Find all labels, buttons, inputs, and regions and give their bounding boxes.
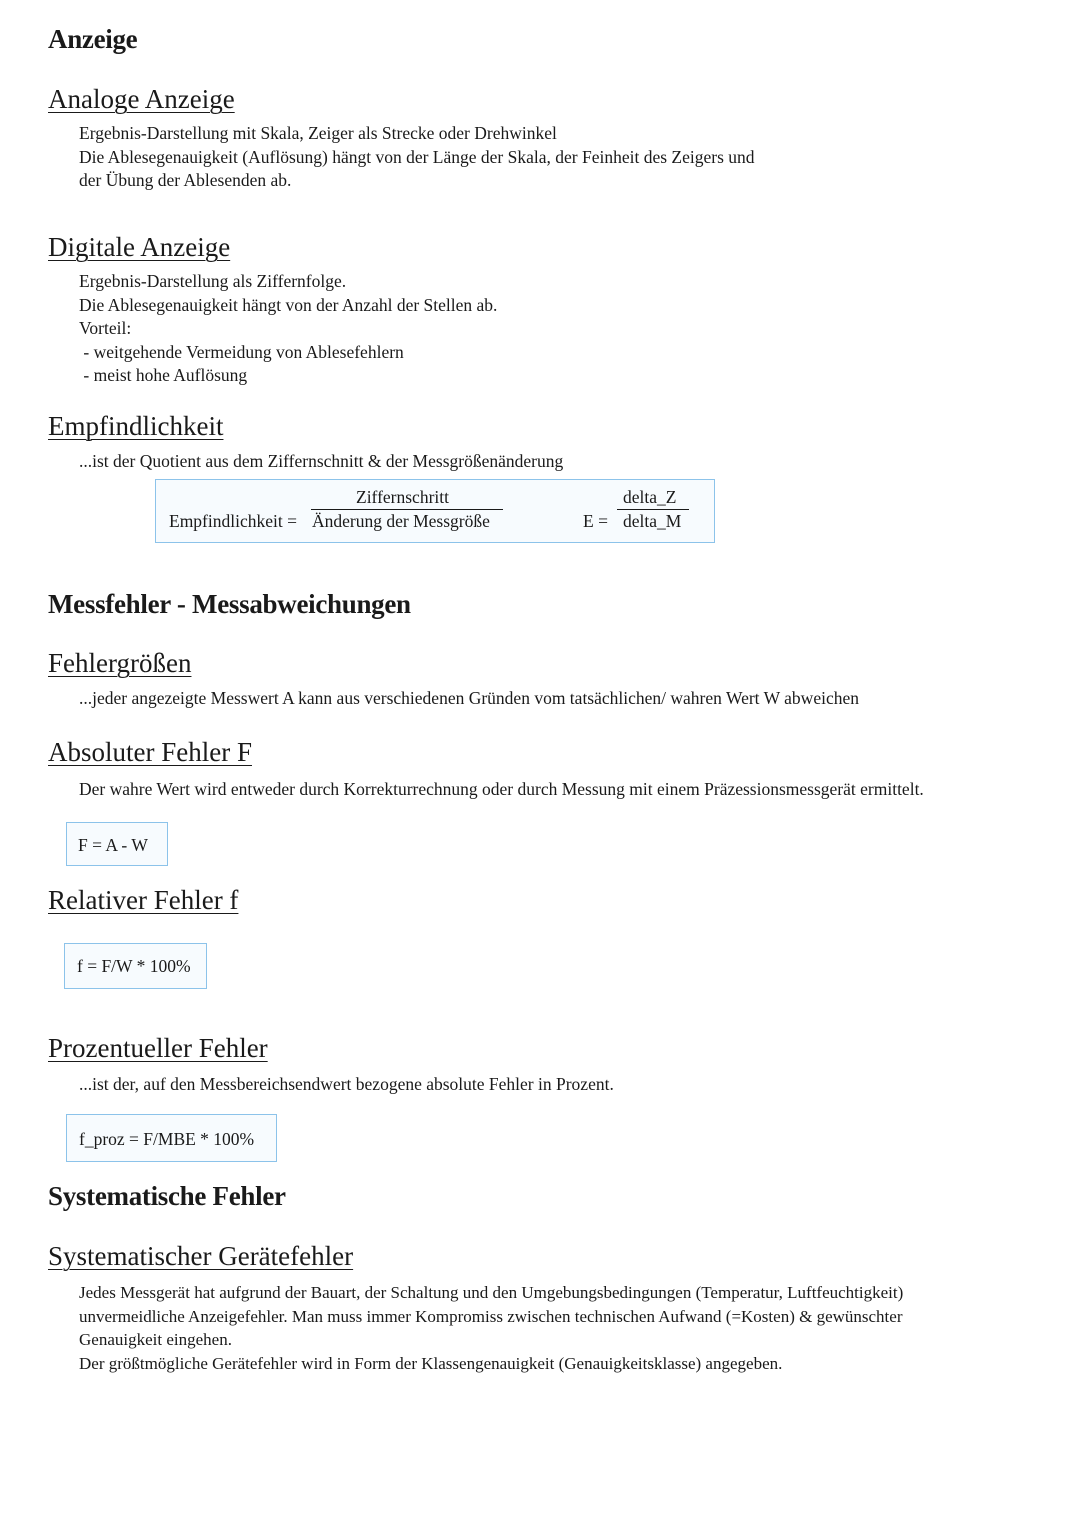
- analog-line: Ergebnis-Darstellung mit Skala, Zeiger als Strecke oder Drehwinkel: [79, 123, 557, 143]
- formula-short-numerator: delta_Z: [623, 487, 677, 507]
- relativ-formula: f = F/W * 100%: [77, 956, 191, 976]
- heading-digitale-anzeige: Digitale Anzeige: [48, 232, 231, 262]
- geraetefehler-line: unvermeidliche Anzeigefehler. Man muss immer Kompromiss zwischen technischen Aufwand (=Kosten) & gewünschter: [79, 1306, 903, 1326]
- empfindlichkeit-formula-box: [155, 479, 715, 543]
- heading-absoluter-fehler: Absoluter Fehler F: [48, 737, 252, 767]
- section-title-anzeige: Anzeige: [48, 24, 138, 54]
- digital-line: - weitgehende Vermeidung von Ablesefehlern: [79, 341, 404, 362]
- geraetefehler-text: [79, 1281, 903, 1375]
- heading-systematischer-geraetefehler: Systematischer Gerätefehler: [48, 1241, 354, 1271]
- fehlergroessen-text: ...jeder angezeigte Messwert A kann aus verschiedenen Gründen vom tatsächlichen/ wahren Wert W abweichen: [79, 688, 859, 708]
- fraction-line-short: [617, 509, 689, 510]
- heading-relativer-fehler: Relativer Fehler f: [48, 885, 239, 915]
- prozentuell-formula: f_proz = F/MBE * 100%: [79, 1129, 255, 1149]
- analog-line: der Übung der Ablesenden ab.: [79, 170, 292, 190]
- formula-short-denominator: delta_M: [623, 511, 682, 531]
- section-title-messfehler: Messfehler - Messabweichungen: [48, 589, 411, 619]
- fraction-line: [311, 509, 503, 510]
- formula-short-label: E =: [583, 511, 608, 531]
- analog-line: Die Ablesegenauigkeit (Auflösung) hängt von der Länge der Skala, der Feinheit des Zeigers und: [79, 146, 755, 167]
- heading-empfindlichkeit: Empfindlichkeit: [48, 411, 224, 441]
- geraetefehler-line: Genauigkeit eingehen.: [79, 1330, 232, 1349]
- absolut-text: Der wahre Wert wird entweder durch Korrekturrechnung oder durch Messung mit einem Präzessionsmessgerät ermittelt.: [79, 779, 924, 799]
- heading-prozentueller-fehler: Prozentueller Fehler: [48, 1033, 268, 1063]
- empfindlichkeit-text: ...ist der Quotient aus dem Ziffernschnitt & der Messgrößenänderung: [79, 451, 564, 471]
- heading-analoge-anzeige: Analoge Anzeige: [48, 84, 235, 114]
- geraetefehler-line: Jedes Messgerät hat aufgrund der Bauart, der Schaltung und den Umgebungsbedingungen (Temperatur, Luftfeuchtigkeit): [79, 1283, 904, 1302]
- formula-label: Empfindlichkeit =: [169, 511, 297, 531]
- prozentuell-text: ...ist der, auf den Messbereichsendwert bezogene absolute Fehler in Prozent.: [79, 1074, 614, 1094]
- prozentuell-formula-box: [66, 1114, 277, 1162]
- analog-text: [79, 122, 755, 193]
- digital-line: Vorteil:: [79, 318, 132, 338]
- section-title-systematische-fehler: Systematische Fehler: [48, 1181, 286, 1211]
- absolut-formula-box: [66, 822, 168, 866]
- heading-fehlergroessen: Fehlergrößen: [48, 648, 192, 678]
- digital-line: Die Ablesegenauigkeit hängt von der Anzahl der Stellen ab.: [79, 294, 498, 315]
- digital-line: - meist hohe Auflösung: [79, 365, 248, 385]
- formula-denominator: Änderung der Messgröße: [312, 511, 490, 531]
- relativ-formula-box: [64, 943, 207, 989]
- absolut-formula: F = A - W: [78, 835, 148, 855]
- digital-text: [79, 270, 497, 388]
- formula-numerator: Ziffernschritt: [356, 487, 449, 507]
- digital-line: Ergebnis-Darstellung als Ziffernfolge.: [79, 271, 347, 291]
- geraetefehler-line: Der größtmögliche Gerätefehler wird in Form der Klassengenauigkeit (Genauigkeitsklasse) angegeben.: [79, 1353, 783, 1373]
